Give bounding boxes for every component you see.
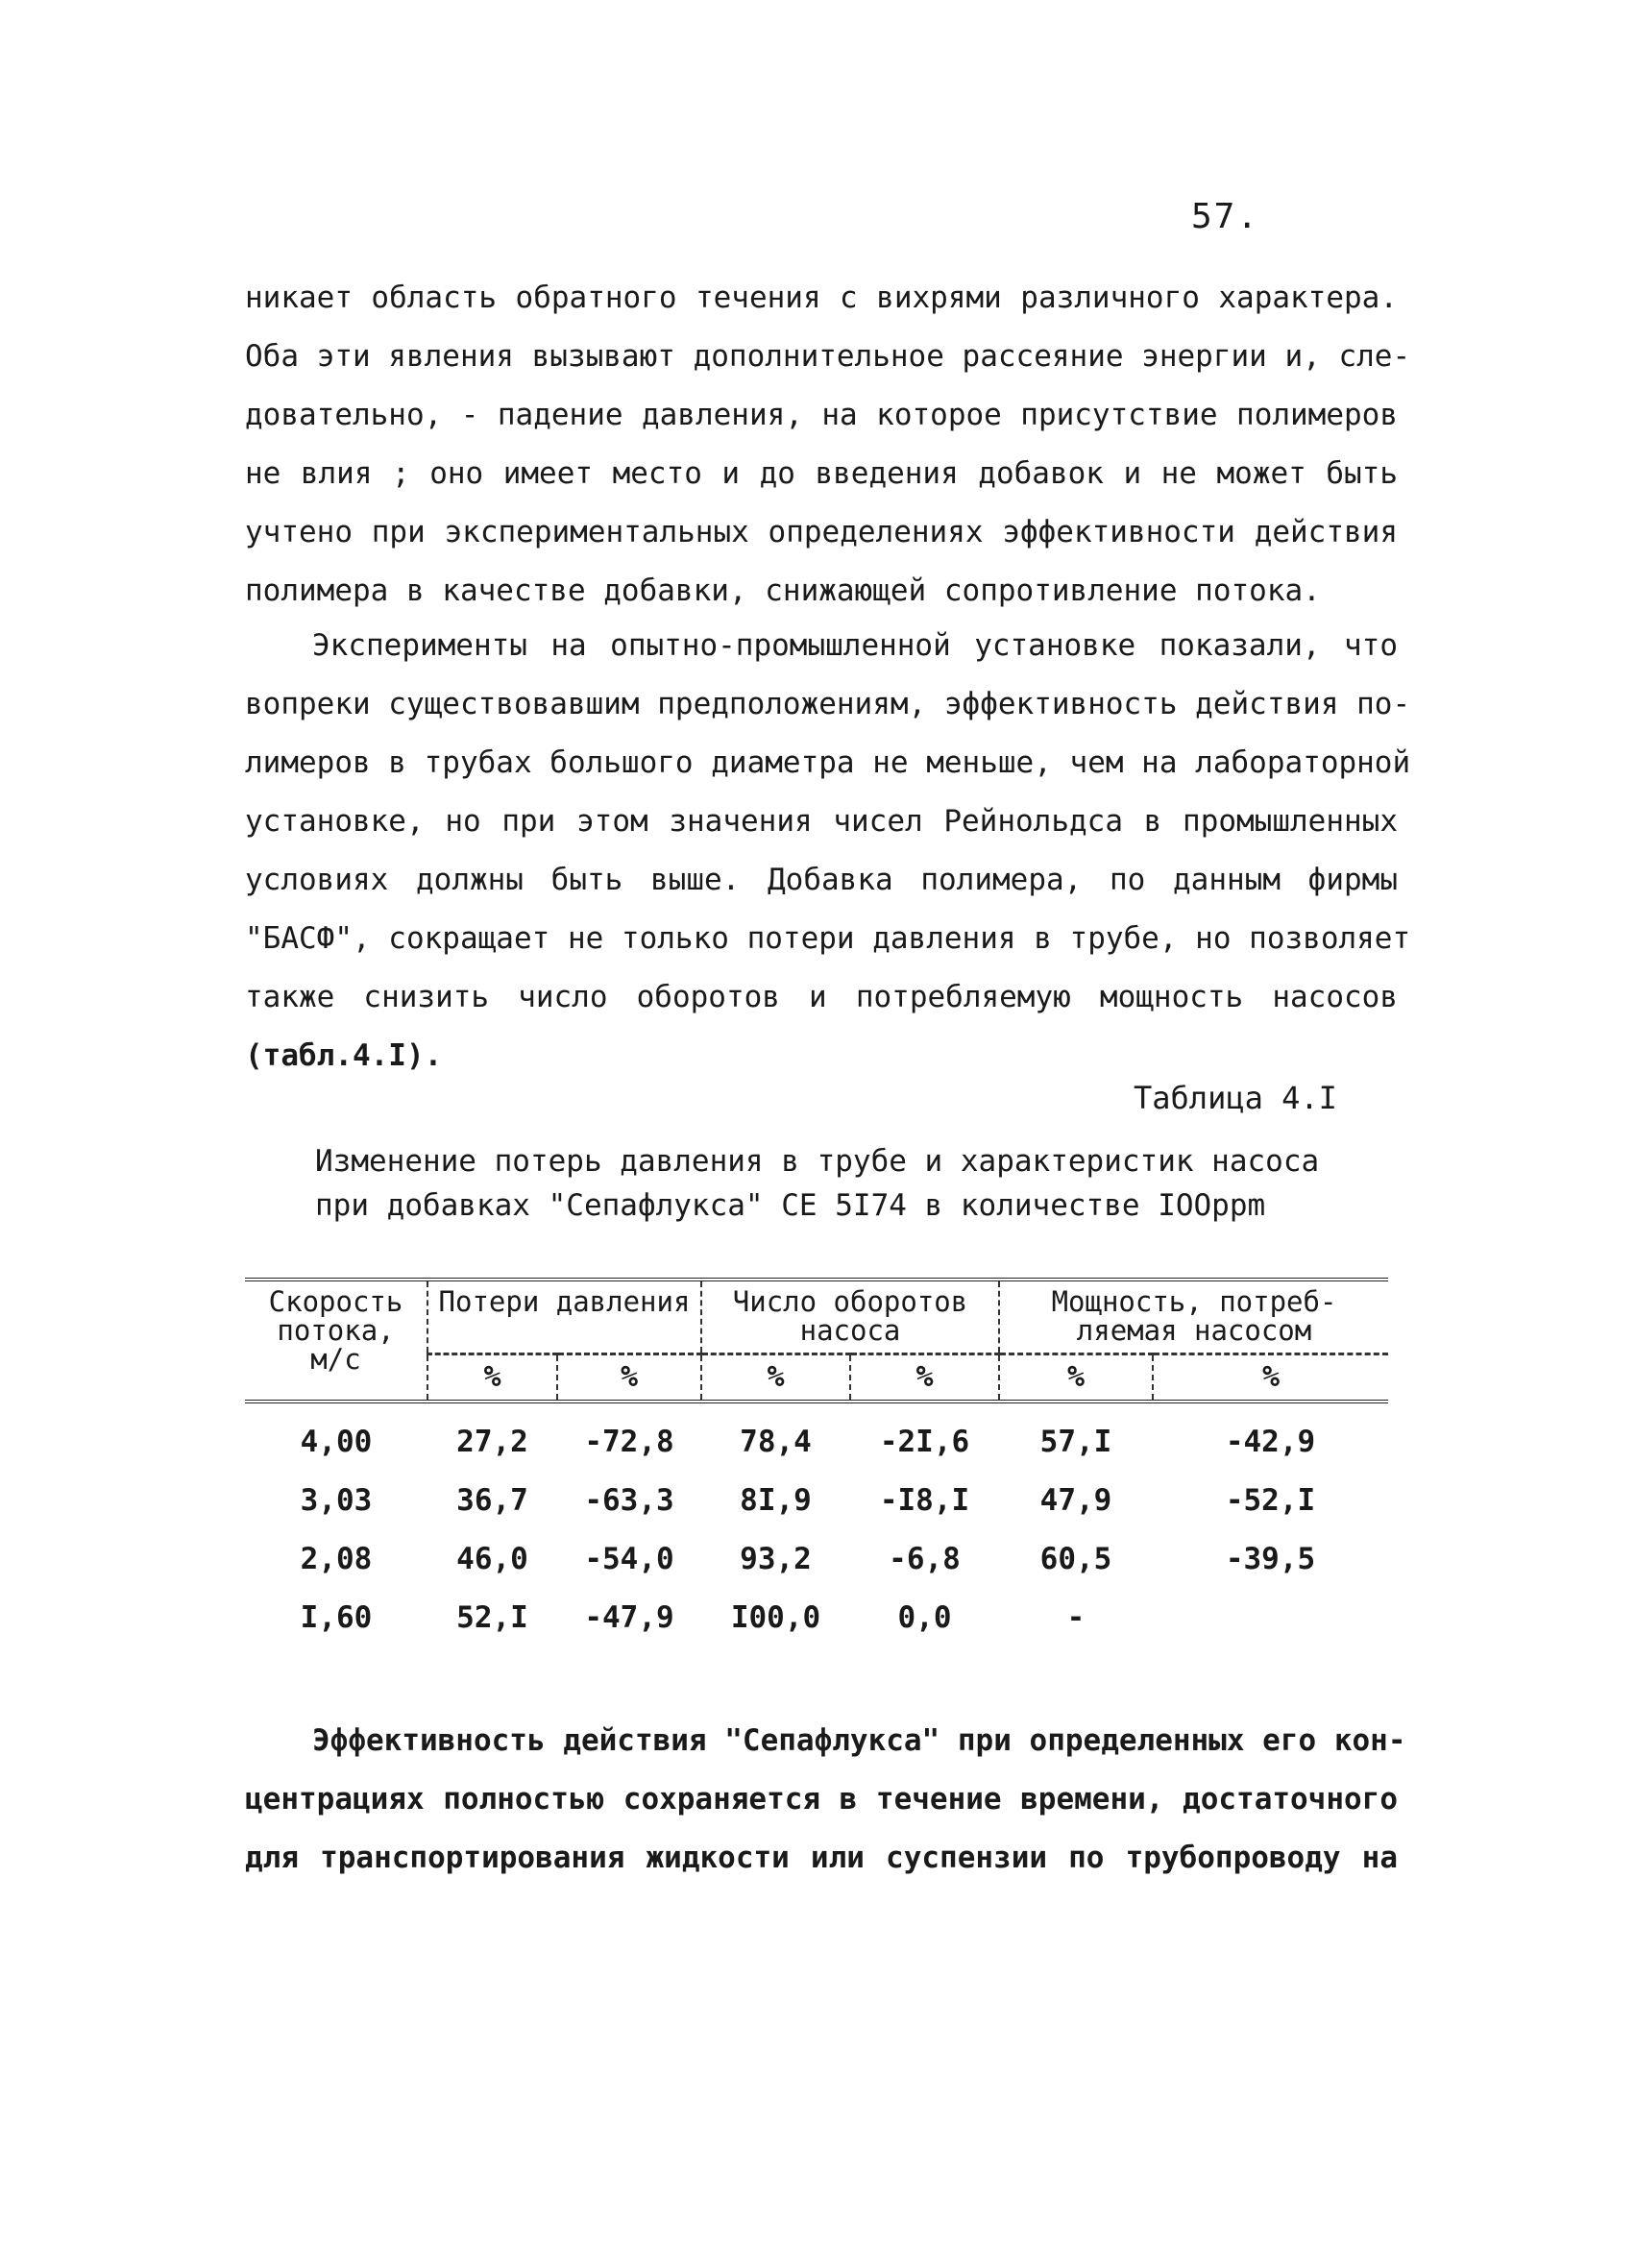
table-cell: -6,8 <box>889 1542 961 1576</box>
paragraph-1 <box>245 269 1411 621</box>
unit-label: % <box>557 1354 701 1402</box>
text-line: никает область обратного течения с вихрями различного характера. <box>245 280 1398 315</box>
table-cell: 52,I <box>456 1600 528 1635</box>
speed-cell: 4,00 <box>300 1425 373 1459</box>
table-caption <box>315 1139 1333 1228</box>
unit-label: % <box>427 1354 557 1402</box>
text-line: установке, но при этом значения чисел Рейнольдса в промышленных <box>245 804 1398 839</box>
table-cell: I00,0 <box>730 1600 821 1635</box>
table-label: Таблица 4.I <box>1134 1080 1337 1116</box>
text-line: Эффективность действия "Сепафлукса" при определенных его кон- <box>312 1723 1406 1758</box>
text-line: учтено при экспериментальных определениях эффективности действия <box>245 515 1398 549</box>
text-line: Оба эти явления вызывают дополнительное рассеяние энергии и, сле- <box>245 339 1411 374</box>
table-row <box>245 1589 1388 1647</box>
table-cell: -54,0 <box>584 1542 674 1576</box>
table-cell: 8I,9 <box>740 1483 812 1518</box>
table-row <box>245 1402 1388 1472</box>
table-cell: 27,2 <box>456 1425 528 1459</box>
unit-label: % <box>701 1354 850 1402</box>
page-number: 57. <box>1191 197 1260 236</box>
table-cell: -39,5 <box>1225 1542 1316 1576</box>
text-line: лимеров в трубах большого диаметра не меньше, чем на лабораторной <box>245 745 1411 780</box>
text-line: полимера в качестве добавки, снижающей сопротивление потока. <box>245 573 1321 608</box>
paragraph-2 <box>245 617 1411 1085</box>
text-line: центрациях полностью сохраняется в течение времени, достаточного <box>245 1782 1398 1817</box>
table-cell: -I8,I <box>879 1483 970 1518</box>
text-line: (табл.4.I). <box>245 1038 443 1073</box>
paragraph-3 <box>245 1712 1406 1888</box>
text-line: условиях должны быть выше. Добавка полимера, по данным фирмы <box>245 863 1398 897</box>
table-cell: 60,5 <box>1039 1542 1112 1576</box>
unit-label: % <box>1153 1354 1388 1402</box>
text-line: Эксперименты на опытно-промышленной установке показали, что <box>312 628 1398 663</box>
speed-cell: I,60 <box>300 1600 373 1635</box>
rpm-header: Число оборотов насоса <box>701 1280 999 1354</box>
text-line: для транспортирования жидкости или суспензии по трубопроводу на <box>245 1841 1398 1875</box>
table-cell: -47,9 <box>584 1600 674 1635</box>
text-line: довательно, - падение давления, на которое присутствие полимеров <box>245 398 1398 432</box>
table-cell: 46,0 <box>456 1542 528 1576</box>
text-line: вопреки существовавшим предположениям, эффективность действия по- <box>245 687 1411 721</box>
table-row <box>245 1472 1388 1530</box>
table-cell: 57,I <box>1039 1425 1112 1459</box>
table-cell: -42,9 <box>1225 1425 1316 1459</box>
table-cell: - <box>1066 1600 1086 1635</box>
table-row <box>245 1530 1388 1589</box>
table-cell: -63,3 <box>584 1483 674 1518</box>
table-cell: 78,4 <box>740 1425 812 1459</box>
power-header: Мощность, потреб- ляемая насосом <box>999 1280 1388 1354</box>
table-cell: -2I,6 <box>879 1425 970 1459</box>
unit-label: % <box>850 1354 999 1402</box>
table-cell: -52,I <box>1225 1483 1316 1518</box>
table-cell: -72,8 <box>584 1425 674 1459</box>
table-cell: 36,7 <box>456 1483 528 1518</box>
speed-header: Скорость потока, м/с <box>245 1280 427 1402</box>
unit-label: % <box>999 1354 1153 1402</box>
speed-cell: 2,08 <box>300 1542 373 1576</box>
caption-line: при добавках "Сепафлукса" СЕ 5I74 в количестве IOOppm <box>315 1188 1266 1223</box>
table-cell: 0,0 <box>897 1600 952 1635</box>
table-cell: 93,2 <box>740 1542 812 1576</box>
text-line: не влия ; оно имеет место и до введения добавок и не может быть <box>245 456 1398 491</box>
pressure-loss-header: Потери давления <box>427 1280 701 1354</box>
text-line: "БАСФ", сокращает не только потери давления в трубе, но позволяет <box>245 921 1411 956</box>
speed-cell: 3,03 <box>300 1483 373 1518</box>
table-cell: 47,9 <box>1039 1483 1112 1518</box>
pressure-loss-table <box>245 1278 1388 1647</box>
caption-line: Изменение потерь давления в трубе и характеристик насоса <box>315 1144 1320 1179</box>
table-cell <box>1153 1589 1388 1647</box>
table-header-row <box>245 1280 1388 1354</box>
text-line: также снизить число оборотов и потребляемую мощность насосов <box>245 980 1398 1014</box>
